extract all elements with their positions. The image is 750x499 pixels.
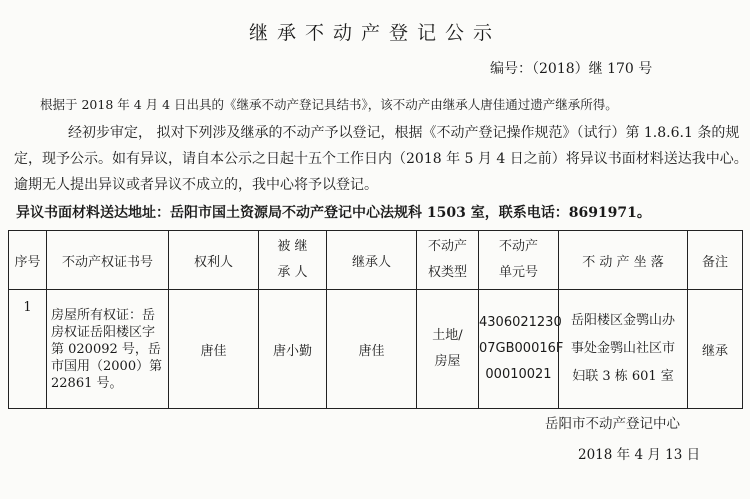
- document-number: 编号：（2018）继 170 号: [490, 61, 653, 77]
- header-seq: 序号: [9, 231, 47, 290]
- paragraph-objection: 定，现予公示。如有异议，请自本公示之日起十五个工作日内（2018 年 5 月 4 日之前）将异议书面材料送达我中心。: [14, 151, 748, 167]
- header-location: 不 动 产 坐 落: [559, 231, 688, 290]
- cell-seq: 1: [9, 290, 47, 409]
- cell-decedent: 唐小勤: [259, 290, 327, 409]
- cell-heir: 唐佳: [327, 290, 417, 409]
- header-heir: 继承人: [327, 231, 417, 290]
- cell-remark: 继承: [688, 290, 743, 409]
- table-row: [9, 290, 743, 409]
- cell-location: 岳阳楼区金鹗山办 事处金鹗山社区市 妇联 3 栋 601 室: [559, 290, 688, 409]
- objection-address: 异议书面材料送达地址：岳阳市国土资源局不动产登记中心法规科 1503 室，联系电话：8691971。: [16, 205, 651, 221]
- paragraph-review: 经初步审定， 拟对下列涉及继承的不动产予以登记，根据《不动产登记操作规范》（试行）第 1.8.6.1 条的规: [68, 125, 740, 141]
- notice-title: 继承不动产登记公示: [248, 22, 501, 44]
- header-unit: 不动产 单元号: [479, 231, 559, 290]
- paragraph-deadline: 逾期无人提出异议或者异议不成立的，我中心将予以登记。: [14, 177, 378, 193]
- paragraph-basis: 根据于 2018 年 4 月 4 日出具的《继承不动产登记具结书》，该不动产由继承人唐佳通过遗产继承所得。: [40, 97, 618, 112]
- header-type: 不动产 权类型: [417, 231, 479, 290]
- registration-table: [8, 230, 743, 409]
- table-header-row: [9, 231, 743, 290]
- header-cert: 不动产权证书号: [47, 231, 169, 290]
- issuer-signature: 岳阳市不动产登记中心: [545, 416, 680, 432]
- cell-holder: 唐佳: [169, 290, 259, 409]
- header-remark: 备注: [688, 231, 743, 290]
- cell-unit: 4306021230 07GB00016F 00010021: [479, 290, 559, 409]
- header-decedent: 被 继 承 人: [259, 231, 327, 290]
- issue-date: 2018 年 4 月 13 日: [578, 447, 701, 463]
- cell-cert: 房屋所有权证：岳房权证岳阳楼区字第 020092 号，岳市国用（2000）第 22861 号。: [47, 290, 169, 409]
- header-holder: 权利人: [169, 231, 259, 290]
- cell-type: 土地/ 房屋: [417, 290, 479, 409]
